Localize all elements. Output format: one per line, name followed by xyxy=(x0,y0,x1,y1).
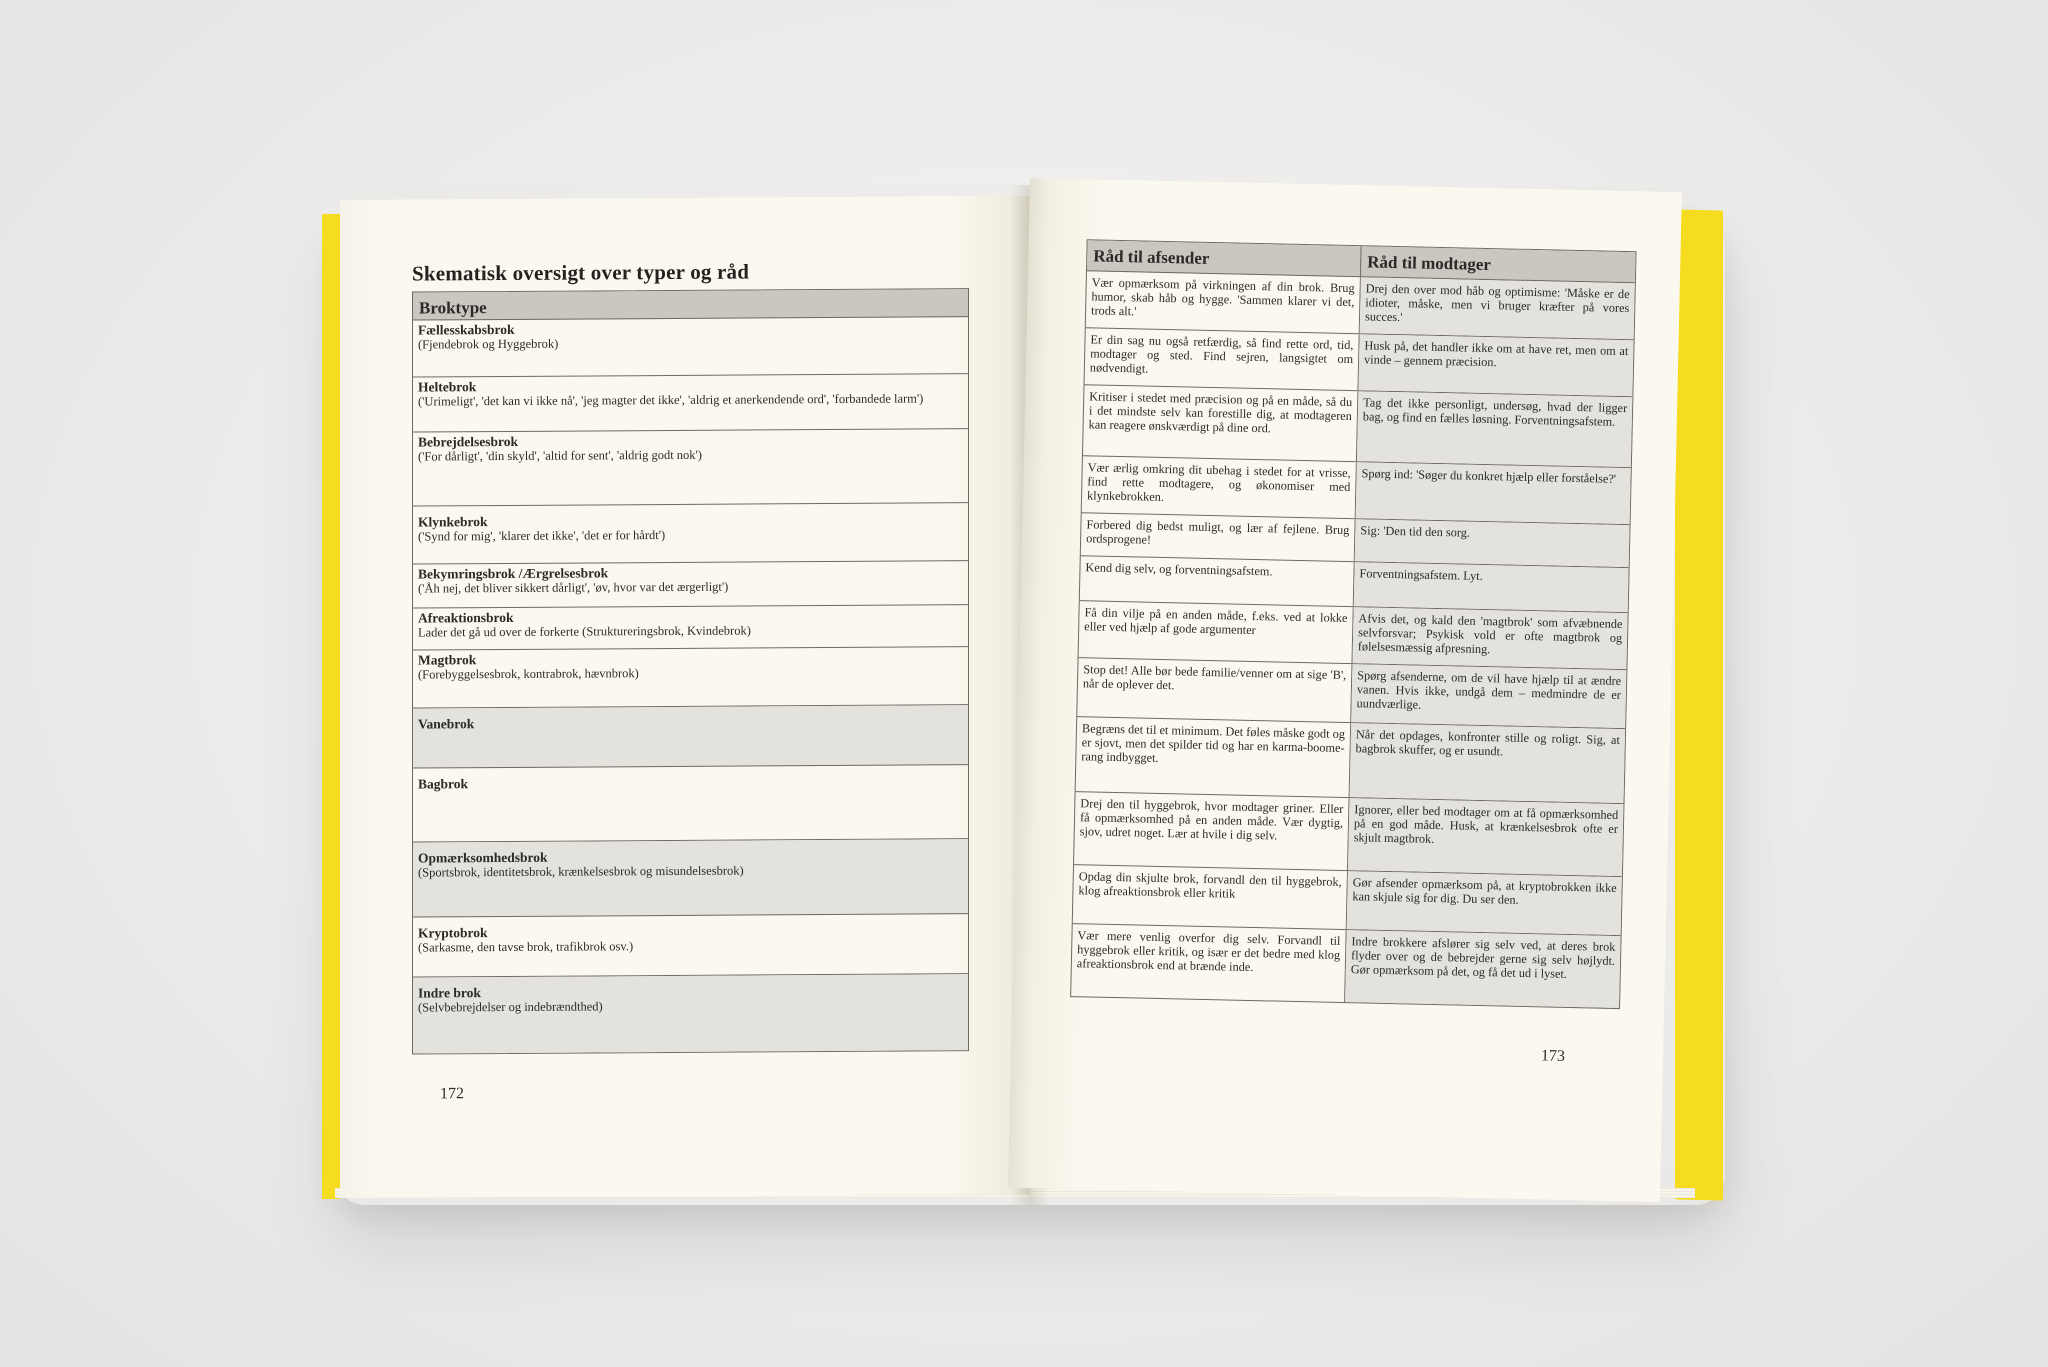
receiver-advice: Tag det ikke personligt, undersøg, hvad der ligger bag, og find en fælles løsning. Forventningsafstem. xyxy=(1357,391,1632,467)
row-name: Opmærksomhedsbrok xyxy=(418,849,548,866)
table-row xyxy=(413,503,968,564)
row-desc: (Selvbebrejdelser og indebrændthed) xyxy=(418,999,603,1015)
receiver-advice: Spørg ind: 'Søger du konkret hjælp eller forståelse?' xyxy=(1356,462,1631,524)
row-desc: (Forebyggelsesbrok, kontrabrok, hævnbrok) xyxy=(418,666,639,682)
receiver-advice: Drej den over mod håb og optimisme: 'Måske er de idioter, måske, men vi bruger kræfter på vores succes.' xyxy=(1360,277,1635,339)
advice-table xyxy=(1070,239,1636,1009)
row-name: Bebrejdelsesbrok xyxy=(418,433,519,450)
row-name: Heltebrok xyxy=(418,379,477,395)
sender-advice: Drej den til hyggebrok, hvor modtager griner. Eller få opmærksomhed på en anden måde. Vær dygtig, sjov, udret noget. Lær at hvile i dig selv. xyxy=(1074,792,1350,870)
receiver-advice: Når det opdages, konfronter stille og roligt. Sig, at bagbrok skuffer, og er usundt. xyxy=(1350,723,1626,803)
page-number: 173 xyxy=(1540,1047,1566,1065)
row-desc: ('Åh nej, det bliver sikkert dårligt', 'øv, hvor var det ærgerligt') xyxy=(418,579,729,596)
sender-advice: Kritiser i stedet med præcision og på en måde, så du i det mindste selv kan forestille dig, at modtageren kan reagere ønskværdigt på dine ord. xyxy=(1083,385,1358,461)
table-row xyxy=(413,974,968,1053)
row-desc: (Sarkasme, den tavse brok, trafikbrok osv.) xyxy=(418,939,634,955)
row-name: Kryptobrok xyxy=(418,925,488,941)
table-row xyxy=(1083,385,1632,468)
left-page xyxy=(340,196,1030,1198)
page-number: 172 xyxy=(440,1085,464,1103)
row-desc: ('Synd for mig', 'klarer det ikke', 'det er for hårdt') xyxy=(418,528,666,544)
sender-advice: Begræns det til et minimum. Det føles måske godt og er sjovt, men det spilder tid og har en karma-boome-rang indbygget. xyxy=(1076,717,1352,797)
receiver-advice: Gør afsender opmærksom på, at kryptobrokken ikke kan skjule sig for dig. Du ser den. xyxy=(1347,871,1622,935)
sender-advice: Kend dig selv, og forventningsafstem. xyxy=(1080,556,1355,606)
broktype-table xyxy=(412,288,969,1054)
table-row xyxy=(413,605,968,650)
right-page xyxy=(1008,178,1682,1202)
row-name: Klynkebrok xyxy=(418,514,488,530)
row-desc: (Fjendebrok og Hyggebrok) xyxy=(418,336,559,352)
table-row xyxy=(413,705,968,768)
table-row xyxy=(413,429,968,506)
page-title: Skematisk oversigt over typer og råd xyxy=(412,259,750,286)
sender-advice: Få din vilje på en anden måde, f.eks. ved at lokke eller ved hjælp af gode argumenter xyxy=(1079,601,1354,663)
sender-advice: Vær mere venlig overfor dig selv. Forvandl til hyggebrok eller kritik, og især er det bedre med klog afreaktionsbrok end at brænde inde. xyxy=(1071,924,1347,1002)
table-row xyxy=(413,839,968,917)
table-row xyxy=(1071,924,1620,1008)
receiver-advice: Forventningsafstem. Lyt. xyxy=(1354,562,1629,612)
row-name: Indre brok xyxy=(418,985,481,1001)
row-desc: Lader det gå ud over de forkerte (Struktureringsbrok, Kvindebrok) xyxy=(418,623,751,640)
row-name: Bekymringsbrok /Ærgrelsesbrok xyxy=(418,565,609,582)
book-cover-right-edge xyxy=(1675,209,1723,1200)
receiver-advice: Afvis det, og kald den 'magtbrok' som afvæbnende selvforsvar; Psykisk vold er ofte magtbrok og følelsesmæssig afpresning. xyxy=(1352,607,1627,669)
header-receiver: Råd til modtager xyxy=(1367,252,1492,275)
receiver-advice: Sig: 'Den tid den sorg. xyxy=(1355,519,1630,567)
sender-advice: Vær opmærksom på virkningen af din brok. Brug humor, skab håb og hygge. 'Sammen klarer vi det, trods alt.' xyxy=(1086,271,1361,333)
row-desc: ('For dårligt', 'din skyld', 'altid for sent', 'aldrig godt nok') xyxy=(418,447,702,464)
row-name: Magtbrok xyxy=(418,652,477,668)
table-row xyxy=(413,374,968,432)
table-row xyxy=(413,647,968,708)
table-row xyxy=(1074,792,1623,877)
receiver-advice: Spørg afsenderne, om de vil have hjælp til at ændre vanen. Hvis ikke, undgå dem – medmindre de er uundværlige. xyxy=(1351,664,1626,728)
header-sender: Råd til afsender xyxy=(1087,240,1362,276)
receiver-advice: Ignorer, eller bed modtager om at få opmærksomhed på en god måde. Husk, at krænkelsesbrok ofte er skjult magtbrok. xyxy=(1348,798,1624,876)
receiver-advice: Indre brokkere afslører sig selv ved, at deres brok flyder over og de bebrejder gerne sig selv højlydt. Gør opmærksom på det, og få det ud i lyset. xyxy=(1345,930,1621,1008)
sender-advice: Er din sag nu også retfærdig, så find rette ord, tid, modtager og sted. Find sejren, langsigtet om nødvendigt. xyxy=(1085,328,1360,390)
row-desc: (Sportsbrok, identitetsbrok, krænkelsesbrok og misundelsesbrok) xyxy=(418,863,744,880)
sender-advice: Vær ærlig omkring dit ubehag i stedet for at vrisse, find rette modtagere, og økonomiser med klynkebrokken. xyxy=(1082,456,1357,518)
row-desc: ('Urimeligt', 'det kan vi ikke nå', 'jeg magter det ikke', 'aldrig et anerkendende ord', 'forbandede larm') xyxy=(418,391,924,409)
sender-advice: Stop det! Alle bør bede familie/venner om at sige 'B', når de oplever det. xyxy=(1077,658,1352,722)
table-row xyxy=(413,914,968,977)
receiver-advice: Husk på, det handler ikke om at have ret, men om at vinde – gennem præcision. xyxy=(1358,334,1633,396)
row-name: Fællesskabsbrok xyxy=(418,321,515,338)
table-row xyxy=(1076,717,1626,804)
row-name: Bagbrok xyxy=(418,776,469,792)
table-header-broktype: Broktype xyxy=(413,289,968,320)
table-row xyxy=(413,765,968,842)
sender-advice: Opdag din skjulte brok, forvandl den til hyggebrok, klog afreaktionsbrok eller kritik xyxy=(1073,865,1348,929)
sender-advice: Forbered dig bedst muligt, og lær af fejlene. Brug ordsprogene! xyxy=(1081,513,1356,561)
book-cover-left-edge xyxy=(322,214,340,1199)
row-name: Afreaktionsbrok xyxy=(418,609,514,626)
table-row xyxy=(413,317,968,377)
table-row xyxy=(413,561,968,608)
row-name: Vanebrok xyxy=(418,716,475,732)
